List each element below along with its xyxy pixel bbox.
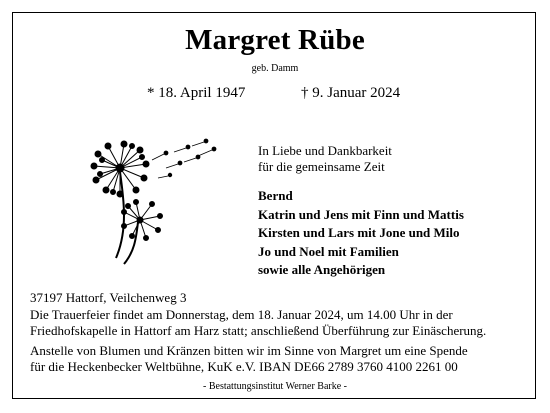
mourner-line: sowie alle Angehörigen bbox=[258, 262, 386, 277]
donation-line: für die Heckenbecker Weltbühne, KuK e.V. IBAN DE66 2789 3760 4100 2261 00 bbox=[30, 359, 458, 374]
maiden-name: geb. Damm bbox=[251, 63, 299, 74]
motto bbox=[258, 143, 392, 175]
mourner-line: Jo und Noel mit Familien bbox=[258, 243, 399, 259]
donation-info bbox=[30, 343, 535, 375]
mourner-line: Kirsten und Lars mit Jone und Milo bbox=[258, 225, 460, 240]
funeral-info bbox=[30, 307, 535, 339]
mourner-line: Bernd bbox=[258, 188, 293, 203]
mourner-line: Katrin und Jens mit Finn und Mattis bbox=[258, 206, 464, 222]
motto-line: In Liebe und Dankbarkeit bbox=[258, 143, 392, 158]
motto-line: für die gemeinsame Zeit bbox=[258, 159, 385, 174]
undertaker-credit: - Bestattungsinstitut Werner Barke - bbox=[203, 381, 347, 392]
funeral-line: Friedhofskapelle in Hattorf am Harz statt; anschließend Überführung zur Einäscherung. bbox=[30, 323, 487, 338]
dandelion-icon bbox=[80, 130, 260, 280]
death-date: † 9. Januar 2024 bbox=[301, 85, 401, 101]
donation-line: Anstelle von Blumen und Kränzen bitten wir im Sinne von Margret um eine Spende bbox=[30, 343, 468, 358]
deceased-name: Margret Rübe bbox=[185, 24, 365, 56]
funeral-line: Die Trauerfeier findet am Donnerstag, dem 18. Januar 2024, um 14.00 Uhr in der bbox=[30, 307, 453, 322]
birth-date: * 18. April 1947 bbox=[147, 85, 246, 101]
address: 37197 Hattorf, Veilchenweg 3 bbox=[30, 290, 187, 305]
mourners-list bbox=[258, 187, 464, 280]
